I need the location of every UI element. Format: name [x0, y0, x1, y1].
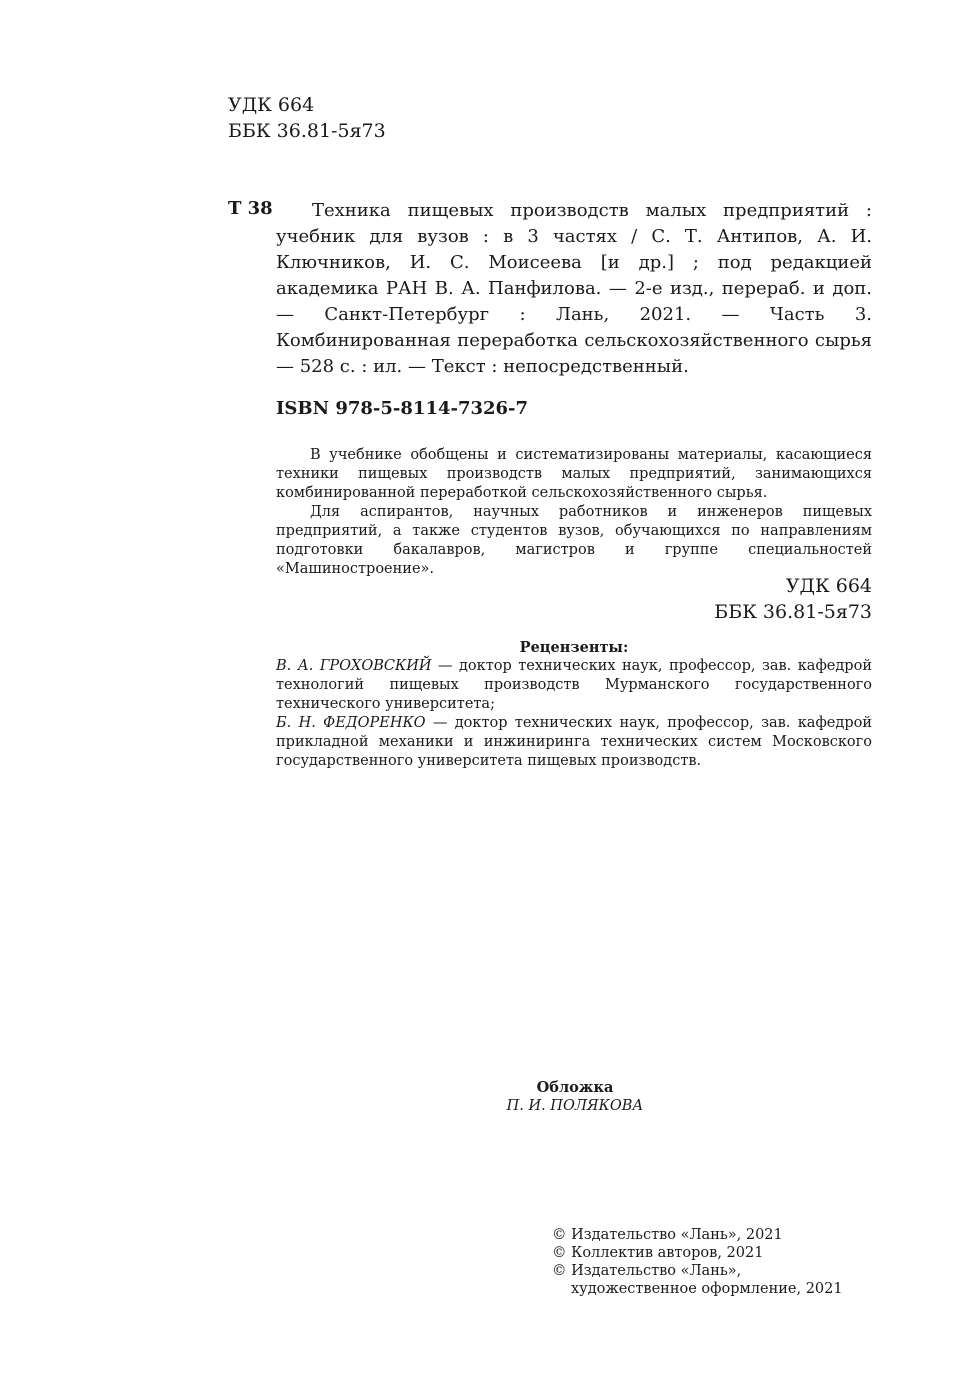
annotation-paragraph-2: Для аспирантов, научных работников и инженеров пищевых предприятий, а также студентов вузов, обучающихся по направлениям подготовки бакалавров, магистров и группе специальностей «Машиностроение».	[276, 504, 872, 577]
cover-label: Обложка	[536, 1079, 614, 1096]
reviewer-info: — доктор технических наук, профессор, зав. кафедрой прикладной механики и инжиниринга технических систем Московского государственного университета пищевых производств.	[276, 715, 872, 769]
copyright-line: © Издательство «Лань», 2021	[552, 1227, 783, 1243]
annotation-paragraph-1: В учебнике обобщены и систематизированы материалы, касающиеся техники пищевых производств малых предприятий, занимающихся комбинированной переработкой сельскохозяйственного сырья.	[276, 447, 872, 501]
cover-artist: П. И. ПОЛЯКОВА	[506, 1098, 644, 1114]
reviewer-entry	[276, 657, 872, 714]
bibliographic-description: Техника пищевых производств малых предприятий : учебник для вузов : в 3 частях / С. Т. Антипов, А. И. Ключников, И. С. Моисеева [и др.] ; под редакцией академика РАН В. А. Панфилова. — 2-е изд., перераб. и доп. — Санкт-Петербург : Лань, 2021. — Часть 3. Комбинированная переработка сельскохозяйственного сырья — 528 с. : ил. — Текст : непосредственный.	[276, 200, 872, 377]
reviewers-title: Рецензенты:	[519, 639, 629, 656]
annotation	[276, 446, 872, 579]
reviewers-block	[276, 638, 872, 771]
udk-code: УДК 664	[228, 94, 315, 116]
classification-block	[620, 573, 872, 625]
isbn: ISBN 978-5-8114-7326-7	[276, 398, 529, 419]
copyright-line: художественное оформление, 2021	[571, 1281, 843, 1297]
bbk-code: ББК 36.81-5я73	[228, 120, 386, 142]
author-sign: Т 38	[228, 198, 273, 219]
reviewer-info: — доктор технических наук, профессор, зав. кафедрой технологий пищевых производств Мурманского государственного технического университета;	[276, 658, 872, 712]
reviewer-name: Б. Н. ФЕДОРЕНКО	[276, 715, 426, 731]
cover-credit	[400, 1078, 750, 1116]
udk-code-right: УДК 664	[785, 575, 872, 597]
reviewer-name: В. А. ГРОХОВСКИЙ	[276, 658, 432, 674]
copyright-block	[552, 1226, 843, 1298]
bbk-code-right: ББК 36.81-5я73	[714, 601, 872, 623]
udk-header	[228, 92, 386, 144]
copyright-line: © Коллектив авторов, 2021	[552, 1245, 764, 1261]
copyright-line: © Издательство «Лань»,	[552, 1263, 742, 1279]
reviewer-entry	[276, 714, 872, 771]
